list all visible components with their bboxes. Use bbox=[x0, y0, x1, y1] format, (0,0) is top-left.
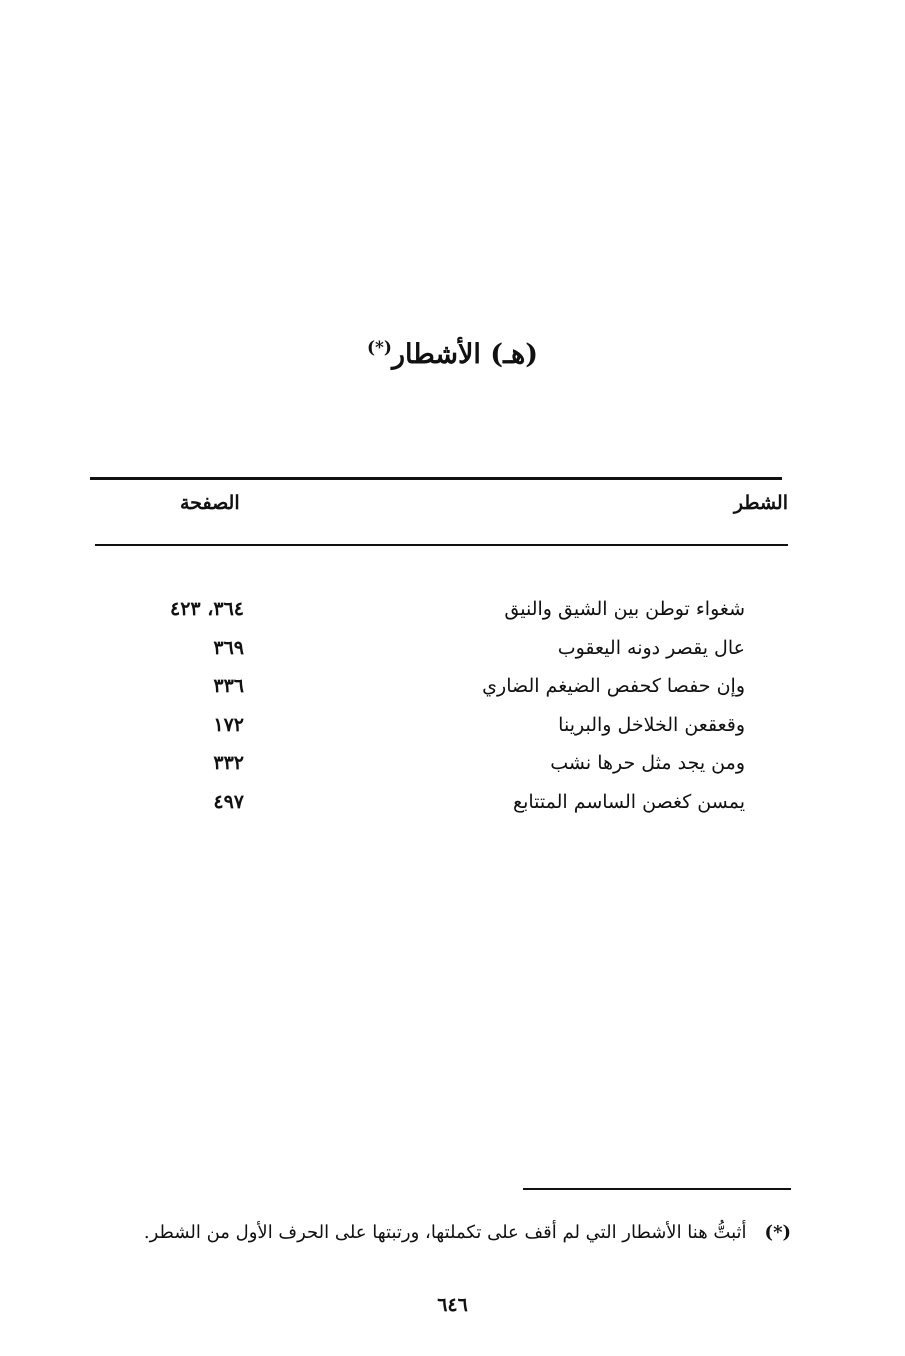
hemistich-text: وإن حفصا كحفص الضيغم الضاري bbox=[482, 675, 745, 697]
page-number: ٦٤٦ bbox=[437, 1294, 468, 1316]
hemistich-text: يمسن كغصن الساسم المتتابع bbox=[512, 790, 745, 813]
table-row bbox=[120, 710, 745, 749]
page-reference: ٣٦٩ bbox=[213, 636, 244, 659]
page-reference: ٣٦٤، ٤٢٣ bbox=[170, 598, 244, 620]
hemistich-text: ومن يجد مثل حرها نشب bbox=[550, 752, 745, 774]
hemistich-table-body bbox=[120, 594, 745, 825]
footnote-separator bbox=[523, 1188, 791, 1190]
section-title-text: (هـ) الأشطار bbox=[391, 339, 539, 370]
column-header-page: الصفحة bbox=[180, 492, 240, 514]
table-top-rule bbox=[90, 477, 782, 480]
table-row bbox=[120, 594, 745, 633]
hemistich-text: وقعقعن الخلاخل والبرينا bbox=[558, 713, 745, 736]
table-row bbox=[120, 633, 745, 672]
table-row bbox=[120, 787, 745, 826]
footnote bbox=[91, 1218, 791, 1248]
table-header-rule bbox=[95, 544, 788, 546]
hemistich-text: شغواء توطن بين الشيق والنيق bbox=[504, 598, 745, 620]
table-row bbox=[120, 671, 745, 710]
page-reference: ٤٩٧ bbox=[213, 790, 244, 813]
column-header-hemistich: الشطر bbox=[733, 492, 788, 514]
section-title bbox=[0, 328, 905, 375]
page-reference: ١٧٢ bbox=[213, 713, 244, 736]
page-reference: ٣٣٦ bbox=[213, 675, 244, 697]
footnote-text: أثبتُّ هنا الأشطار التي لم أقف على تكملتها، ورتبتها على الحرف الأول من الشطر. bbox=[143, 1222, 747, 1243]
footnote-marker: (*) bbox=[764, 1222, 791, 1243]
hemistich-text: عال يقصر دونه اليعقوب bbox=[557, 636, 745, 659]
page-reference: ٣٣٢ bbox=[213, 752, 244, 774]
table-row bbox=[120, 748, 745, 787]
footnote-reference-marker: (*) bbox=[366, 338, 392, 358]
